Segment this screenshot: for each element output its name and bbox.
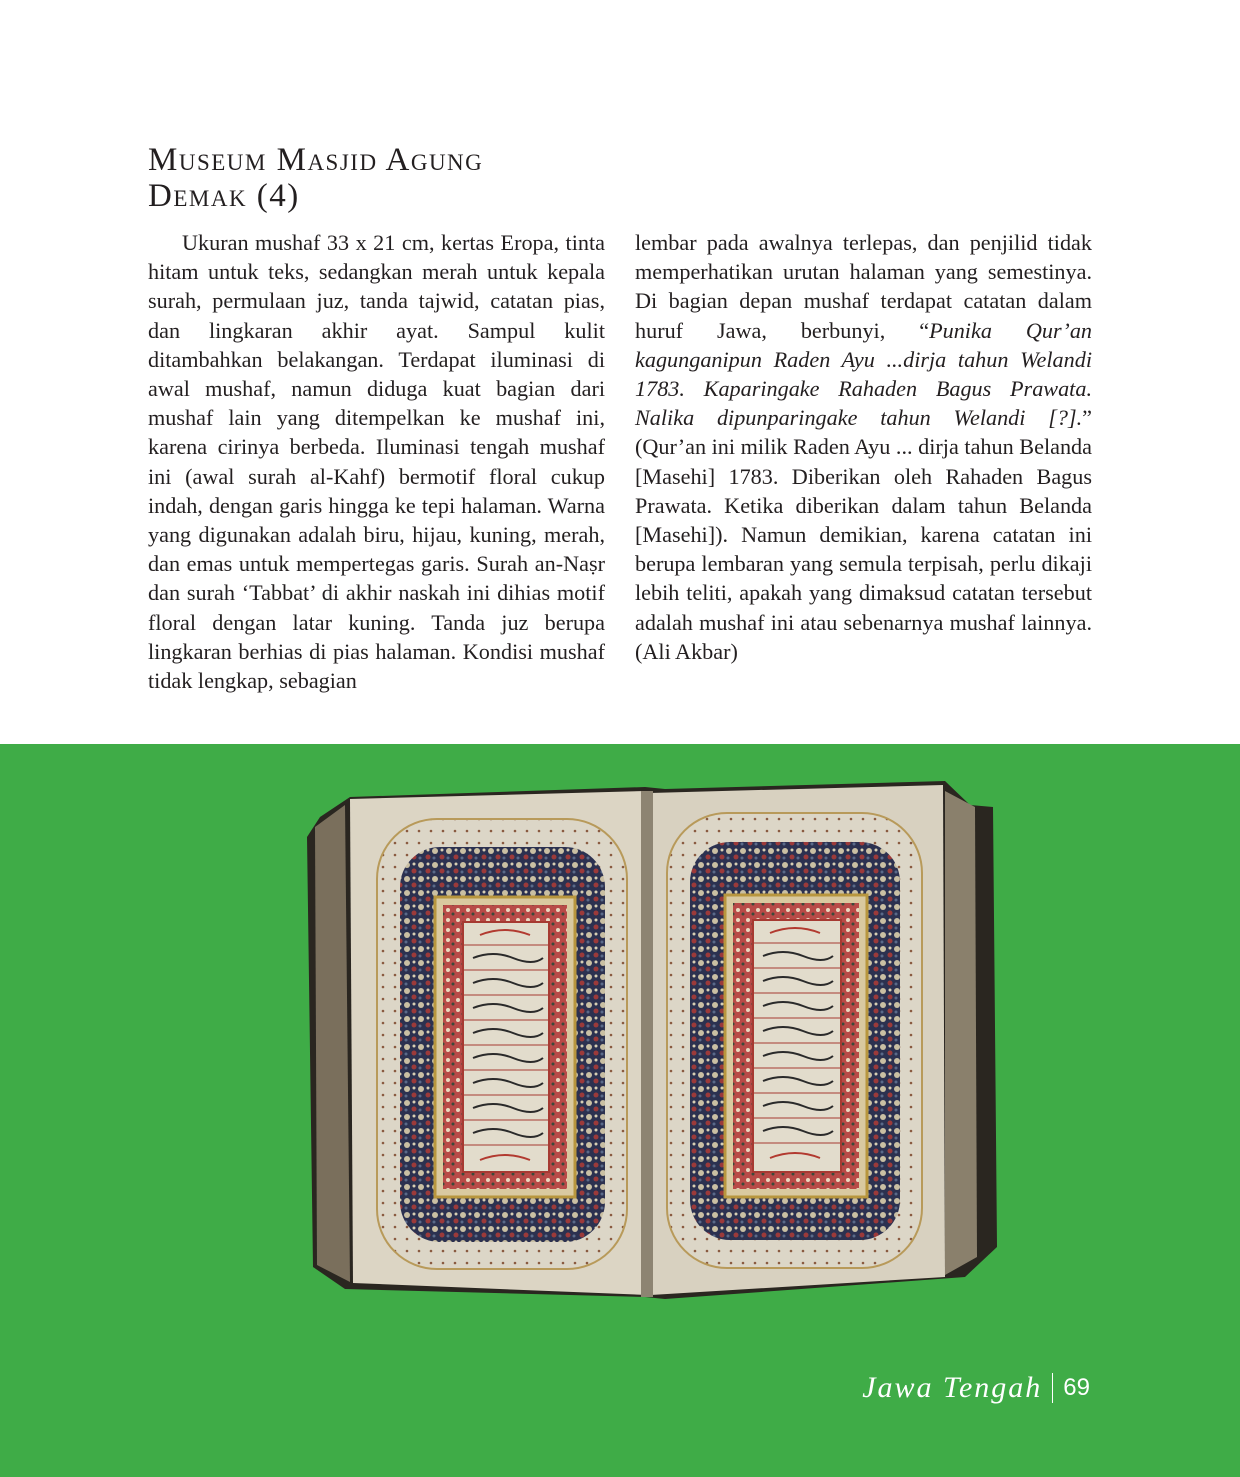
- running-footer-region: Jawa Tengah: [862, 1371, 1043, 1404]
- page-number: 69: [1063, 1374, 1090, 1401]
- page-footer: [862, 1368, 1090, 1408]
- footer-separator: [1052, 1373, 1053, 1403]
- col2-text-2: ” (Qur’an ini milik Raden Ayu ... dirja tahun Belanda [Masehi] 1783. Diberikan oleh Rahaden Bagus Prawata. Ketika diberikan dalam tahun Belanda [Masehi]). Namun demikian, karena catatan ini berupa lembaran yang semula terpisah, perlu dikaji lebih teliti, apakah yang dimaksud catatan tersebut adalah mushaf ini atau sebenarnya mushaf lainnya. (Ali Akbar): [635, 405, 1092, 664]
- title-line-1: Museum Masjid Agung: [148, 142, 484, 178]
- title-line-2: Demak (4): [148, 178, 300, 214]
- open-quran-illustration: [305, 777, 1005, 1303]
- javanese-quote: Punika Qur’an kagunganipun Raden Ayu ...dirja tahun Welandi 1783. Kaparingake Rahaden Bagus Prawata. Nalika dipunparingake tahun Welandi [?].: [635, 317, 1093, 431]
- col2-text-1: lembar pada awalnya terlepas, dan penjilid tidak memperhatikan urutan halaman yang semestinya. Di bagian depan mushaf terdapat catatan dalam huruf Jawa, berbunyi, “: [635, 230, 1092, 343]
- article-title: [148, 142, 483, 214]
- mushaf-photo: [305, 777, 1005, 1303]
- body-column-right: [635, 228, 1092, 666]
- body-column-left: Ukuran mushaf 33 x 21 cm, kertas Eropa, tinta hitam untuk teks, sedangkan merah untuk kepala surah, permulaan juz, tanda tajwid, catatan pias, dan lingkaran akhir ayat. Sampul kulit ditambahkan belakangan. Terdapat iluminasi di awal mushaf, namun diduga kuat bagian dari mushaf lain yang ditempelkan ke mushaf ini, karena cirinya berbeda. Iluminasi tengah mushaf ini (awal surah al-Kahf) bermotif floral cukup indah, dengan garis hingga ke tepi halaman. Warna yang digunakan adalah biru, hijau, kuning, merah, dan emas untuk mempertegas garis. Surah an-Naṣr dan surah ‘Tabbat’ di akhir naskah ini dihias motif floral dengan latar kuning. Tanda juz berupa lingkaran berhias di pias halaman. Kondisi mushaf tidak lengkap, sebagian: [148, 230, 605, 694]
